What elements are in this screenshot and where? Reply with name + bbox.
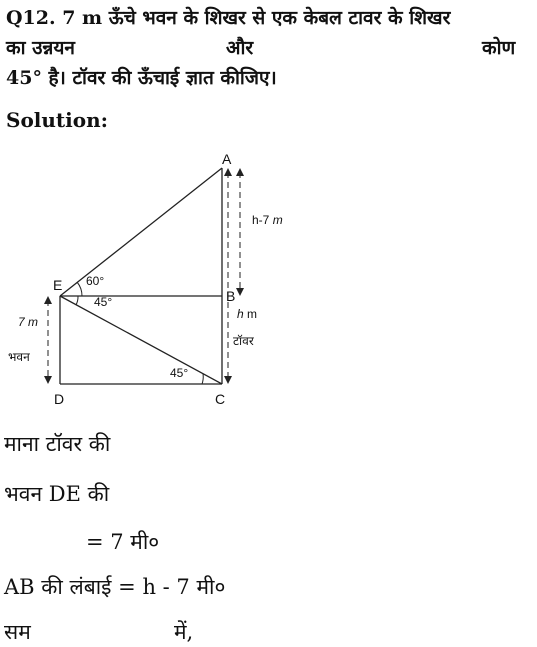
line-of-sight-ea [60,168,222,296]
arrow-down-icon [236,288,244,296]
text-de-value: = 7 मी० [86,530,160,554]
point-label-c: C [215,391,226,407]
arrow-up-icon [236,168,244,176]
tower-diagram [0,148,537,410]
angle-label-60: 60° [86,274,105,288]
angle-arc-45-top [76,296,78,305]
question-line-1: Q12. 7 m ऊँचे भवन के शिखर से एक केबल टावर के शिखर [6,7,451,29]
point-label-a: A [222,151,232,167]
text-in-triangle-start: सम [4,620,31,644]
angle-label-45-bottom: 45° [170,366,189,380]
text-ab-length: AB की लंबाई = h - 7 मी० [4,575,226,599]
dimension-label-h: h m [237,307,258,321]
point-label-e: E [53,277,63,293]
text-let-tower: माना टॉवर की [4,432,111,456]
text-in-triangle-end: में, [174,620,194,644]
question-line-2-end: कोण [482,37,516,59]
point-label-d: D [54,391,65,407]
dimension-label-building: भवन [8,350,30,364]
arrow-up-icon [224,168,232,176]
angle-label-45-top: 45° [94,295,113,309]
arrow-up-icon [44,296,52,304]
arrow-down-icon [224,376,232,384]
solution-label: Solution: [6,108,109,132]
question-line-3: 45° है। टॉवर की ऊँचाई ज्ञात कीजिए। [6,67,277,89]
question-line-2-start: का उन्नयन [6,37,75,59]
point-label-b: B [226,288,236,304]
text-building-de: भवन DE की [4,482,110,506]
line-of-sight-ec [60,296,222,384]
dimension-label-tower: टॉवर [233,334,254,348]
question-line-2-middle: और [226,37,254,59]
angle-arc-60 [77,282,82,296]
angle-arc-45-bottom [202,374,203,384]
dimension-label-7m: 7 m [18,315,39,329]
arrow-down-icon [44,376,52,384]
dimension-label-h7: h-7 m [252,213,283,227]
